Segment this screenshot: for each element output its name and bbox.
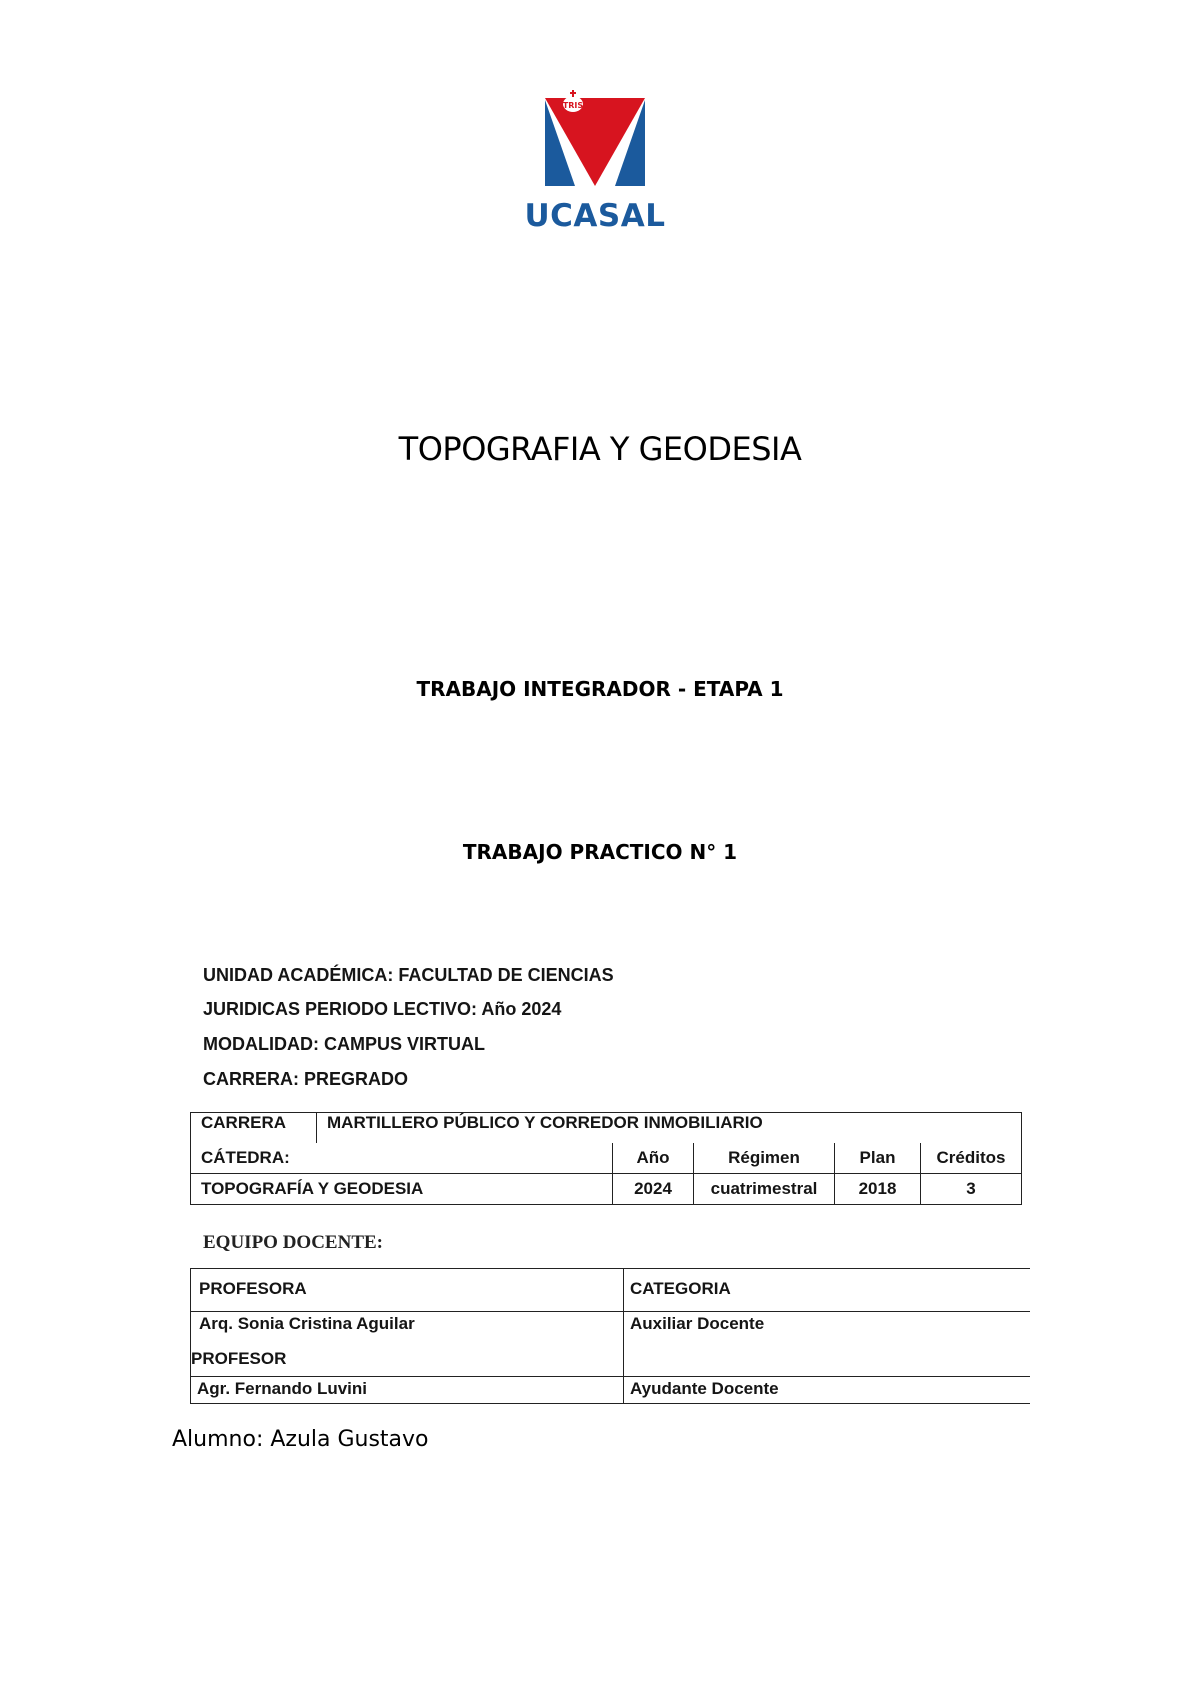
profesora-row — [191, 1312, 1031, 1377]
header-profesora: PROFESORA — [191, 1269, 624, 1312]
catedra-label: CÁTEDRA: — [191, 1143, 613, 1174]
catedra-table — [190, 1112, 1022, 1205]
profesor-name: Agr. Fernando Luvini — [191, 1377, 624, 1404]
carrera-label: CARRERA — [191, 1113, 317, 1144]
document-title: TOPOGRAFIA Y GEODESIA — [398, 430, 802, 468]
info-modalidad: MODALIDAD: CAMPUS VIRTUAL — [203, 1034, 485, 1054]
subtitle-trabajo-integrador: TRABAJO INTEGRADOR - ETAPA 1 — [416, 677, 784, 701]
anio-value: 2024 — [613, 1174, 694, 1205]
info-unidad-academica: UNIDAD ACADÉMICA: FACULTAD DE CIENCIAS — [203, 965, 614, 985]
regimen-value: cuatrimestral — [694, 1174, 835, 1205]
info-periodo-lectivo: JURIDICAS PERIODO LECTIVO: Año 2024 — [203, 999, 562, 1019]
profesor-categoria: Ayudante Docente — [624, 1377, 1031, 1404]
alumno-line: Alumno: Azula Gustavo — [172, 1427, 429, 1452]
docentes-table — [190, 1268, 1030, 1404]
subtitle-trabajo-practico: TRABAJO PRACTICO N° 1 — [462, 840, 738, 864]
equipo-docente-title: EQUIPO DOCENTE: — [203, 1232, 383, 1253]
header-creditos: Créditos — [921, 1143, 1022, 1174]
ucasal-logo — [515, 88, 675, 233]
plan-value: 2018 — [835, 1174, 921, 1205]
carrera-row — [191, 1113, 1022, 1144]
info-carrera: CARRERA: PREGRADO — [203, 1069, 409, 1089]
catedra-header-row — [191, 1143, 1022, 1174]
svg-text:TRIS: TRIS — [562, 101, 584, 110]
profesor-label: PROFESOR — [191, 1349, 287, 1368]
logo-text: UCASAL — [524, 198, 666, 234]
docentes-header-row — [191, 1269, 1031, 1312]
catedra-value: TOPOGRAFÍA Y GEODESIA — [191, 1174, 613, 1205]
header-anio: Año — [613, 1143, 694, 1174]
profesora-cell — [191, 1312, 624, 1377]
profesora-categoria: Auxiliar Docente — [624, 1312, 1031, 1377]
profesor-row — [191, 1377, 1031, 1404]
catedra-data-row — [191, 1174, 1022, 1205]
ucasal-emblem — [515, 88, 675, 198]
header-categoria: CATEGORIA — [624, 1269, 1031, 1312]
creditos-value: 3 — [921, 1174, 1022, 1205]
profesora-name: Arq. Sonia Cristina Aguilar — [199, 1314, 415, 1333]
header-regimen: Régimen — [694, 1143, 835, 1174]
carrera-value: MARTILLERO PÚBLICO Y CORREDOR INMOBILIARIO — [317, 1113, 1022, 1144]
header-plan: Plan — [835, 1143, 921, 1174]
